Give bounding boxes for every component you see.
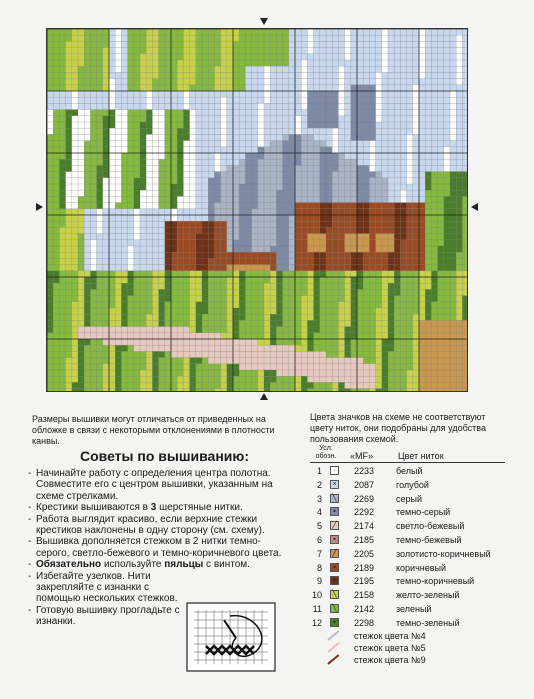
legend-color-name: темно-серый [396, 507, 451, 518]
tip-item: - Работа выглядит красиво, если верхние стежки крестиков наклонены в одну сторону (см. схему). [28, 514, 290, 537]
legend-symbol-icon: ▪ [330, 535, 339, 544]
center-arrow-bottom-icon [260, 393, 268, 400]
legend-row [310, 574, 510, 588]
legend-mf-code: 2158 [354, 590, 375, 601]
legend-symbol-icon: ▪ [330, 618, 339, 627]
stitch-illustration-icon [186, 602, 276, 672]
tip-text: с винтом. [203, 559, 250, 571]
legend-row [310, 478, 510, 492]
legend-number: 1 [316, 466, 322, 476]
tip-text: используйте [101, 559, 165, 571]
stitch-legend-row [310, 642, 510, 654]
stitch-label: стежок цвета №4 [354, 630, 426, 641]
tip-item: - Готовую вышивку прогладьте с изнанки. [28, 605, 186, 628]
legend-row [310, 492, 510, 506]
legend-number: 5 [316, 521, 322, 532]
legend-symbol-icon: × [330, 480, 339, 489]
tip-text: шерстяные нитки. [156, 502, 243, 514]
legend-header-name: Цвет ниток [398, 451, 444, 461]
legend-row [310, 505, 510, 519]
legend-number: 3 [316, 493, 322, 504]
legend-row [310, 616, 510, 630]
legend-mf-code: 2185 [354, 534, 375, 545]
legend-number: 11 [312, 603, 322, 614]
tip-text: Крестики вышиваются в [36, 502, 151, 514]
legend-number: 6 [316, 534, 322, 545]
legend-symbol-icon: ▪ [330, 576, 339, 585]
legend-mf-code: 2087 [354, 479, 375, 490]
legend-symbol-icon: ▪ [330, 563, 339, 572]
legend-number: 12 [312, 617, 323, 628]
tip-item: - Начинайте работу с определения центра полотна. Совместите его с центром вышивки, указанным на схеме стрелками. [28, 468, 290, 502]
legend-row [310, 533, 510, 547]
stitch-legend-row [310, 654, 510, 666]
legend-header-mf: «MF» [350, 451, 374, 461]
legend-row [310, 561, 510, 575]
legend-symbol-icon: ╲ [330, 494, 339, 503]
tip-bold: Обязательно [36, 559, 102, 571]
legend-mf-code: 2174 [354, 521, 375, 532]
tip-item: - Избегайте узелков. Нити закрепляйте с изнанки с помощью нескольких стежков. [28, 571, 186, 605]
legend-divider [310, 462, 505, 463]
legend-header [310, 445, 510, 461]
stitch-line-icon [327, 630, 339, 641]
legend-row [310, 547, 510, 561]
legend-row [310, 588, 510, 602]
legend-color-name: темно-зеленый [396, 617, 460, 628]
legend-row [310, 519, 510, 533]
size-note: Размеры вышивки могут отличаться от приведенных на обложке в связи с некоторыми отклонениями в плотности канвы. [32, 414, 275, 446]
cross-stitch-chart [46, 28, 468, 392]
legend-mf-code: 2292 [354, 507, 375, 518]
stitch-legend-row [310, 630, 510, 642]
legend-mf-code: 2195 [354, 576, 375, 587]
stitch-label: стежок цвета №5 [354, 642, 426, 653]
center-arrow-top-icon [260, 18, 268, 25]
chart-pattern [47, 29, 467, 391]
legend-symbol-icon: ╲ [330, 604, 339, 613]
center-arrow-left-icon [36, 203, 43, 211]
legend-number: 8 [316, 562, 322, 573]
legend-row [310, 602, 510, 616]
tips-title: Советы по вышиванию: [80, 448, 250, 464]
legend-mf-code: 2189 [354, 562, 375, 573]
legend-color-name: желто-зеленый [396, 590, 460, 601]
legend-header-symbol: Усл. обозн. [315, 445, 337, 460]
tip-bold: пяльцы [164, 559, 204, 571]
legend-color-name: голубой [396, 479, 429, 490]
legend-symbol-icon: · [330, 466, 339, 475]
legend-symbol-icon: ╲ [330, 590, 339, 599]
legend-color-name: коричневый [396, 562, 447, 573]
legend-number: 4 [316, 507, 322, 518]
legend-table [310, 464, 510, 666]
center-arrow-right-icon [471, 203, 478, 211]
legend-mf-code: 2233 [354, 466, 375, 476]
legend-color-name: золотисто-коричневый [396, 548, 491, 559]
legend-row [310, 464, 510, 478]
legend-number: 9 [316, 576, 322, 587]
legend-mf-code: 2298 [354, 617, 375, 628]
legend-mf-code: 2142 [354, 603, 375, 614]
stitch-line-icon [327, 642, 339, 653]
legend-color-name: зеленый [396, 603, 432, 614]
stitch-line-icon [327, 654, 339, 665]
legend-color-name: серый [396, 493, 423, 504]
tip-item: - Вышивка дополняется стежком в 2 нитки темно-серого, светло-бежевого и темно-коричневого цвета. [28, 536, 290, 559]
legend-color-name: белый [396, 466, 423, 476]
legend-color-name: темно-бежевый [396, 534, 462, 545]
legend-color-name: светло-бежевый [396, 521, 465, 532]
tip-bold: 3 [150, 502, 157, 514]
legend-mf-code: 2269 [354, 493, 375, 504]
color-note: Цвета значков на схеме не соответствуют цвету ниток, они подобраны для удобства пользования схемой. [310, 412, 486, 444]
legend-color-name: темно-коричневый [396, 576, 475, 587]
legend-number: 2 [316, 479, 322, 490]
legend-symbol-icon: ▪ [330, 507, 339, 516]
legend-mf-code: 2205 [354, 548, 375, 559]
tip-item [28, 559, 290, 570]
stitch-label: стежок цвета №9 [354, 654, 426, 665]
legend-number: 10 [312, 590, 323, 601]
tip-item [28, 502, 290, 513]
legend-symbol-icon: ╱ [330, 549, 339, 558]
legend-number: 7 [316, 548, 322, 559]
legend-symbol-icon: ╱ [330, 521, 339, 530]
